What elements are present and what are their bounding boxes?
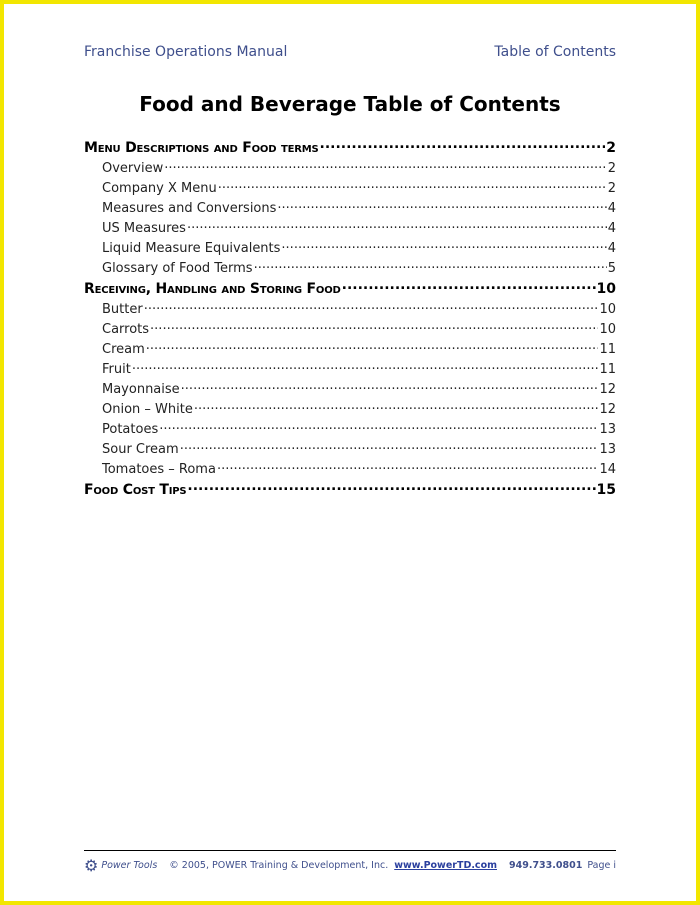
toc-entry-page: 10 <box>599 322 616 337</box>
dot-leader <box>342 279 596 293</box>
toc-entry-page: 11 <box>599 362 616 377</box>
toc-item-entry[interactable] <box>84 380 616 400</box>
dot-leader <box>254 259 607 272</box>
dot-leader <box>144 300 599 313</box>
toc-entry-label: Tomatoes – Roma <box>102 462 216 477</box>
toc-item-entry[interactable] <box>84 400 616 420</box>
toc-entry-page: 12 <box>599 402 616 417</box>
website-link[interactable]: www.PowerTD.com <box>394 860 497 871</box>
toc-section-entry[interactable] <box>84 480 616 501</box>
toc-entry-label: Receiving, Handling and Storing Food <box>84 281 341 297</box>
toc-entry-label: Mayonnaise <box>102 382 180 397</box>
toc-entry-label: Onion – White <box>102 402 193 417</box>
toc-entry-page: 15 <box>596 482 616 498</box>
toc-item-entry[interactable] <box>84 460 616 480</box>
toc-entry-label: Butter <box>102 302 143 317</box>
dot-leader <box>150 320 598 333</box>
page-number: Page i <box>587 860 616 871</box>
header-manual-title: Franchise Operations Manual <box>84 44 288 60</box>
toc-entry-page: 5 <box>607 261 616 276</box>
toc-entry-page: 4 <box>607 241 616 256</box>
toc-item-entry[interactable] <box>84 219 616 239</box>
dot-leader <box>187 219 607 232</box>
toc-entry-page: 14 <box>599 462 616 477</box>
dot-leader <box>164 159 607 172</box>
toc-item-entry[interactable] <box>84 199 616 219</box>
copyright-text: © 2005, POWER Training & Development, Inc. <box>169 860 389 871</box>
toc-item-entry[interactable] <box>84 179 616 199</box>
toc-entry-page: 11 <box>599 342 616 357</box>
dot-leader <box>217 460 599 473</box>
table-of-contents <box>84 138 616 501</box>
logo-text: Power Tools <box>101 860 158 871</box>
gear-icon: ⚙ <box>84 856 99 875</box>
toc-item-entry[interactable] <box>84 239 616 259</box>
toc-entry-label: Menu Descriptions and Food terms <box>84 140 319 156</box>
toc-entry-page: 13 <box>599 442 616 457</box>
dot-leader <box>277 199 606 212</box>
toc-entry-page: 2 <box>607 161 616 176</box>
toc-entry-label: Overview <box>102 161 164 176</box>
dot-leader <box>159 420 598 433</box>
toc-entry-page: 10 <box>599 302 616 317</box>
toc-entry-page: 2 <box>607 181 616 196</box>
toc-entry-page: 12 <box>599 382 616 397</box>
toc-entry-label: Potatoes <box>102 422 159 437</box>
toc-entry-page: 13 <box>599 422 616 437</box>
toc-section-entry[interactable] <box>84 279 616 300</box>
running-header <box>84 44 616 60</box>
toc-entry-page: 4 <box>607 201 616 216</box>
toc-entry-label: Company X Menu <box>102 181 217 196</box>
toc-entry-label: US Measures <box>102 221 186 236</box>
toc-entry-label: Glossary of Food Terms <box>102 261 253 276</box>
toc-entry-label: Cream <box>102 342 145 357</box>
dot-leader <box>180 440 599 453</box>
toc-item-entry[interactable] <box>84 259 616 279</box>
toc-entry-page: 4 <box>607 221 616 236</box>
dot-leader <box>146 340 599 353</box>
dot-leader <box>194 400 599 413</box>
dot-leader <box>320 138 606 152</box>
toc-entry-label: Food Cost Tips <box>84 482 187 498</box>
power-tools-logo <box>84 856 157 875</box>
toc-item-entry[interactable] <box>84 320 616 340</box>
dot-leader <box>181 380 599 393</box>
page-title: Food and Beverage Table of Contents <box>139 92 561 116</box>
toc-item-entry[interactable] <box>84 159 616 179</box>
dot-leader <box>187 480 595 494</box>
header-section-title: Table of Contents <box>494 44 616 60</box>
toc-entry-label: Carrots <box>102 322 150 337</box>
toc-item-entry[interactable] <box>84 340 616 360</box>
dot-leader <box>218 179 607 192</box>
toc-entry-page: 10 <box>596 281 616 297</box>
toc-section-entry[interactable] <box>84 138 616 159</box>
toc-item-entry[interactable] <box>84 420 616 440</box>
toc-entry-label: Fruit <box>102 362 131 377</box>
dot-leader <box>132 360 599 373</box>
toc-item-entry[interactable] <box>84 440 616 460</box>
toc-item-entry[interactable] <box>84 360 616 380</box>
phone-number: 949.733.0801 <box>509 860 583 871</box>
page-footer <box>84 850 616 875</box>
toc-entry-label: Measures and Conversions <box>102 201 277 216</box>
toc-item-entry[interactable] <box>84 300 616 320</box>
toc-entry-page: 2 <box>606 140 616 156</box>
toc-entry-label: Liquid Measure Equivalents <box>102 241 281 256</box>
toc-entry-label: Sour Cream <box>102 442 179 457</box>
dot-leader <box>281 239 606 252</box>
